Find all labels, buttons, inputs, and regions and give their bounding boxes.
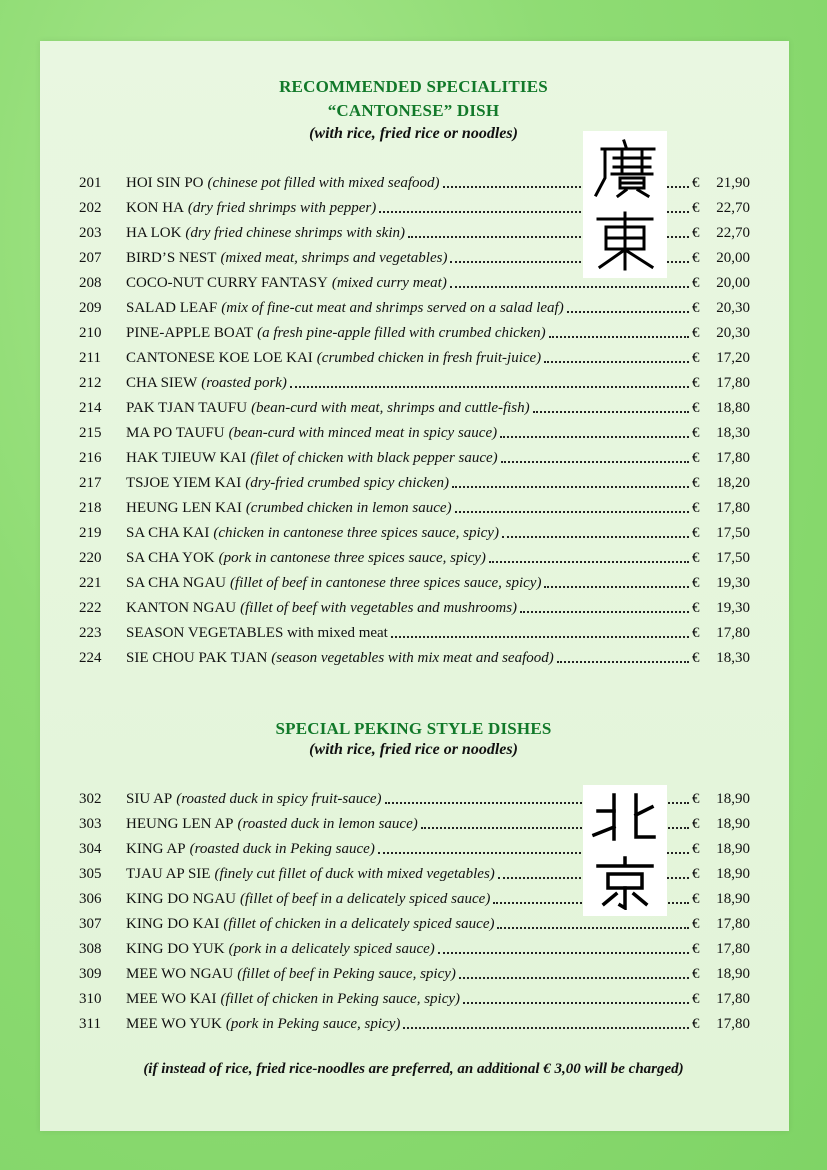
dotted-leader [455,511,689,513]
menu-item-description: (fillet of beef with vegetables and mushrooms) [240,600,518,616]
menu-item-description: (finely cut fillet of duck with mixed vegetables) [214,866,495,882]
menu-item-description: (roasted pork) [201,375,287,391]
menu-item-price: 18,90 [716,891,750,907]
menu-item-name: COCO-NUT CURRY FANTASY [126,275,328,291]
menu-item-name: KING DO YUK [126,941,225,957]
menu-item-number: 216 [79,450,102,466]
dotted-leader [500,436,689,438]
currency-symbol: € [692,250,700,266]
menu-item-number: 218 [79,500,102,516]
cantonese-characters-logo [583,131,667,278]
menu-item-row [79,987,750,1012]
currency-symbol: € [692,425,700,441]
menu-item-price: 17,50 [716,550,750,566]
menu-item-price: 20,00 [716,275,750,291]
menu-item-description: (filet of chicken with black pepper sauce) [250,450,498,466]
menu-item-name: SA CHA NGAU [126,575,227,591]
menu-item-number: 214 [79,400,102,416]
jing-character-icon [590,856,660,910]
dotted-leader [391,636,689,638]
menu-item-price: 19,30 [716,575,750,591]
dotted-leader [497,927,689,929]
currency-symbol: € [692,225,700,241]
currency-symbol: € [692,841,700,857]
menu-item-price: 18,90 [716,966,750,982]
currency-symbol: € [692,916,700,932]
menu-item-description: (mix of fine-cut meat and shrimps served on a salad leaf) [221,300,564,316]
menu-item-description: (fillet of beef in a delicately spiced sauce) [240,891,491,907]
menu-item-price: 20,30 [716,325,750,341]
currency-symbol: € [692,300,700,316]
menu-item-description: (fillet of beef in cantonese three spices sauce, spicy) [230,575,542,591]
currency-symbol: € [692,816,700,832]
menu-item-name: MEE WO KAI [126,991,217,1007]
menu-item-description: (crumbed chicken in fresh fruit-juice) [316,350,542,366]
menu-item-name: TSJOE YIEM KAI [126,475,242,491]
menu-item-name: MEE WO NGAU [126,966,234,982]
menu-item-description: (bean-curd with minced meat in spicy sauce) [228,425,498,441]
menu-item-price: 18,90 [716,791,750,807]
menu-item-description: (a fresh pine-apple filled with crumbed chicken) [257,325,546,341]
currency-symbol: € [692,575,700,591]
currency-symbol: € [692,1016,700,1032]
menu-item-price: 18,90 [716,841,750,857]
currency-symbol: € [692,650,700,666]
menu-item-description: (chinese pot filled with mixed seafood) [207,175,440,191]
menu-item-number: 223 [79,625,102,641]
menu-item-number: 217 [79,475,102,491]
dotted-leader [501,461,689,463]
menu-item-name: SIE CHOU PAK TJAN [126,650,268,666]
menu-item-description: (season vegetables with mix meat and seafood) [271,650,554,666]
menu-item-price: 18,90 [716,816,750,832]
menu-item-price: 17,80 [716,991,750,1007]
menu-item-number: 305 [79,866,102,882]
menu-item-price: 17,80 [716,941,750,957]
menu-item-row [79,621,750,646]
menu-item-name: KANTON NGAU [126,600,237,616]
menu-item-number: 310 [79,991,102,1007]
menu-item-number: 219 [79,525,102,541]
menu-item-number: 224 [79,650,102,666]
menu-item-row [79,321,750,346]
dotted-leader [533,411,689,413]
currency-symbol: € [692,891,700,907]
section1-title-line2: “CANTONESE” DISH [327,101,500,120]
bei-character-icon [590,791,660,845]
footer-note: (if instead of rice, fried rice-noodles are preferred, an additional € 3,00 will be charged) [143,1061,684,1077]
menu-item-description: (mixed curry meat) [331,275,447,291]
menu-item-name: SA CHA YOK [126,550,215,566]
dotted-leader [489,561,689,563]
menu-item-name: PINE-APPLE BOAT [126,325,254,341]
menu-item-price: 17,80 [716,500,750,516]
menu-item-number: 306 [79,891,102,907]
currency-symbol: € [692,350,700,366]
menu-item-description: (dry fried shrimps with pepper) [187,200,377,216]
menu-item-description: (crumbed chicken in lemon sauce) [245,500,452,516]
menu-item-price: 22,70 [716,225,750,241]
menu-item-name: BIRD’S NEST [126,250,217,266]
menu-item-row [79,396,750,421]
section1-subtitle: (with rice, fried rice or noodles) [309,125,518,142]
menu-item-price: 18,80 [716,400,750,416]
menu-item-description: (roasted duck in spicy fruit-sauce) [176,791,382,807]
currency-symbol: € [692,200,700,216]
menu-item-name: MEE WO YUK [126,1016,222,1032]
menu-item-price: 22,70 [716,200,750,216]
guang-character-icon [590,138,660,198]
currency-symbol: € [692,450,700,466]
menu-item-description: (roasted duck in lemon sauce) [237,816,418,832]
menu-item-price: 20,00 [716,250,750,266]
currency-symbol: € [692,625,700,641]
section1-title-line1: RECOMMENDED SPECIALITIES [279,77,548,96]
menu-item-name: KING AP [126,841,186,857]
menu-item-price: 21,90 [716,175,750,191]
currency-symbol: € [692,600,700,616]
menu-item-row [79,646,750,671]
menu-item-number: 211 [79,350,101,366]
menu-item-number: 309 [79,966,102,982]
menu-item-name: SEASON VEGETABLES with mixed meat [126,625,388,641]
menu-item-name: PAK TJAN TAUFU [126,400,248,416]
menu-item-price: 20,30 [716,300,750,316]
dong-character-icon [590,211,660,271]
dotted-leader [452,486,689,488]
menu-item-number: 307 [79,916,102,932]
section2-subtitle: (with rice, fried rice or noodles) [309,741,518,758]
menu-item-number: 207 [79,250,102,266]
menu-item-row [79,1012,750,1037]
menu-item-number: 221 [79,575,102,591]
menu-item-description: (pork in Peking sauce, spicy) [225,1016,401,1032]
menu-item-row [79,596,750,621]
menu-item-price: 17,20 [716,350,750,366]
menu-item-number: 209 [79,300,102,316]
menu-item-number: 304 [79,841,102,857]
dotted-leader [544,361,689,363]
menu-item-name: HOI SIN PO [126,175,204,191]
currency-symbol: € [692,500,700,516]
dotted-leader [290,386,689,388]
menu-item-description: (fillet of chicken in Peking sauce, spicy) [220,991,461,1007]
dotted-leader [450,286,689,288]
menu-item-name: HAK TJIEUW KAI [126,450,247,466]
menu-item-number: 202 [79,200,102,216]
menu-item-price: 17,50 [716,525,750,541]
menu-item-price: 17,80 [716,450,750,466]
currency-symbol: € [692,966,700,982]
dotted-leader [544,586,689,588]
menu-item-number: 208 [79,275,102,291]
menu-item-row [79,471,750,496]
dotted-leader [502,536,689,538]
menu-item-row [79,962,750,987]
menu-item-description: (bean-curd with meat, shrimps and cuttle-fish) [251,400,530,416]
dotted-leader [549,336,689,338]
currency-symbol: € [692,400,700,416]
menu-item-row [79,371,750,396]
menu-item-description: (pork in cantonese three spices sauce, spicy) [218,550,486,566]
menu-item-price: 19,30 [716,600,750,616]
menu-item-description: (chicken in cantonese three spices sauce, spicy) [213,525,499,541]
menu-item-name: HEUNG LEN KAI [126,500,242,516]
menu-item-description: (dry fried chinese shrimps with skin) [185,225,405,241]
menu-item-price: 18,30 [716,650,750,666]
dotted-leader [438,952,689,954]
menu-item-number: 308 [79,941,102,957]
menu-item-price: 18,90 [716,866,750,882]
menu-item-price: 17,80 [716,1016,750,1032]
menu-item-name: TJAU AP SIE [126,866,211,882]
menu-item-row [79,937,750,962]
dotted-leader [567,311,689,313]
section2-title: SPECIAL PEKING STYLE DISHES [275,719,552,738]
dotted-leader [463,1002,689,1004]
menu-item-number: 311 [79,1016,101,1032]
menu-item-row [79,521,750,546]
currency-symbol: € [692,791,700,807]
menu-item-price: 17,80 [716,916,750,932]
menu-item-description: (dry-fried crumbed spicy chicken) [245,475,449,491]
menu-item-number: 302 [79,791,102,807]
menu-item-name: HEUNG LEN AP [126,816,234,832]
menu-item-number: 220 [79,550,102,566]
menu-item-description: (fillet of beef in Peking sauce, spicy) [237,966,456,982]
currency-symbol: € [692,375,700,391]
currency-symbol: € [692,941,700,957]
dotted-leader [403,1027,689,1029]
menu-item-name: CANTONESE KOE LOE KAI [126,350,313,366]
menu-item-price: 18,20 [716,475,750,491]
menu-item-price: 17,80 [716,375,750,391]
menu-item-description: (fillet of chicken in a delicately spiced sauce) [223,916,495,932]
currency-symbol: € [692,525,700,541]
currency-symbol: € [692,550,700,566]
menu-item-number: 303 [79,816,102,832]
menu-item-description: (pork in a delicately spiced sauce) [228,941,435,957]
dotted-leader [557,661,689,663]
menu-item-row [79,346,750,371]
menu-item-row [79,546,750,571]
menu-item-number: 215 [79,425,102,441]
menu-item-description: (mixed meat, shrimps and vegetables) [220,250,448,266]
menu-item-name: SALAD LEAF [126,300,218,316]
menu-item-name: HA LOK [126,225,182,241]
currency-symbol: € [692,475,700,491]
menu-item-price: 18,30 [716,425,750,441]
currency-symbol: € [692,175,700,191]
currency-symbol: € [692,866,700,882]
menu-item-row [79,496,750,521]
menu-item-number: 222 [79,600,102,616]
menu-item-price: 17,80 [716,625,750,641]
menu-item-number: 203 [79,225,102,241]
menu-item-row [79,571,750,596]
menu-item-name: KON HA [126,200,184,216]
menu-item-number: 201 [79,175,102,191]
menu-item-row [79,421,750,446]
peking-characters-logo [583,785,667,916]
menu-item-name: SA CHA KAI [126,525,210,541]
menu-item-row [79,296,750,321]
currency-symbol: € [692,325,700,341]
menu-item-number: 212 [79,375,102,391]
menu-item-number: 210 [79,325,102,341]
menu-item-name: KING DO KAI [126,916,220,932]
menu-item-description: (roasted duck in Peking sauce) [189,841,375,857]
dotted-leader [520,611,689,613]
menu-item-name: MA PO TAUFU [126,425,225,441]
menu-item-name: SIU AP [126,791,173,807]
menu-item-name: CHA SIEW [126,375,198,391]
dotted-leader [459,977,689,979]
menu-item-row [79,446,750,471]
currency-symbol: € [692,991,700,1007]
menu-item-name: KING DO NGAU [126,891,236,907]
currency-symbol: € [692,275,700,291]
